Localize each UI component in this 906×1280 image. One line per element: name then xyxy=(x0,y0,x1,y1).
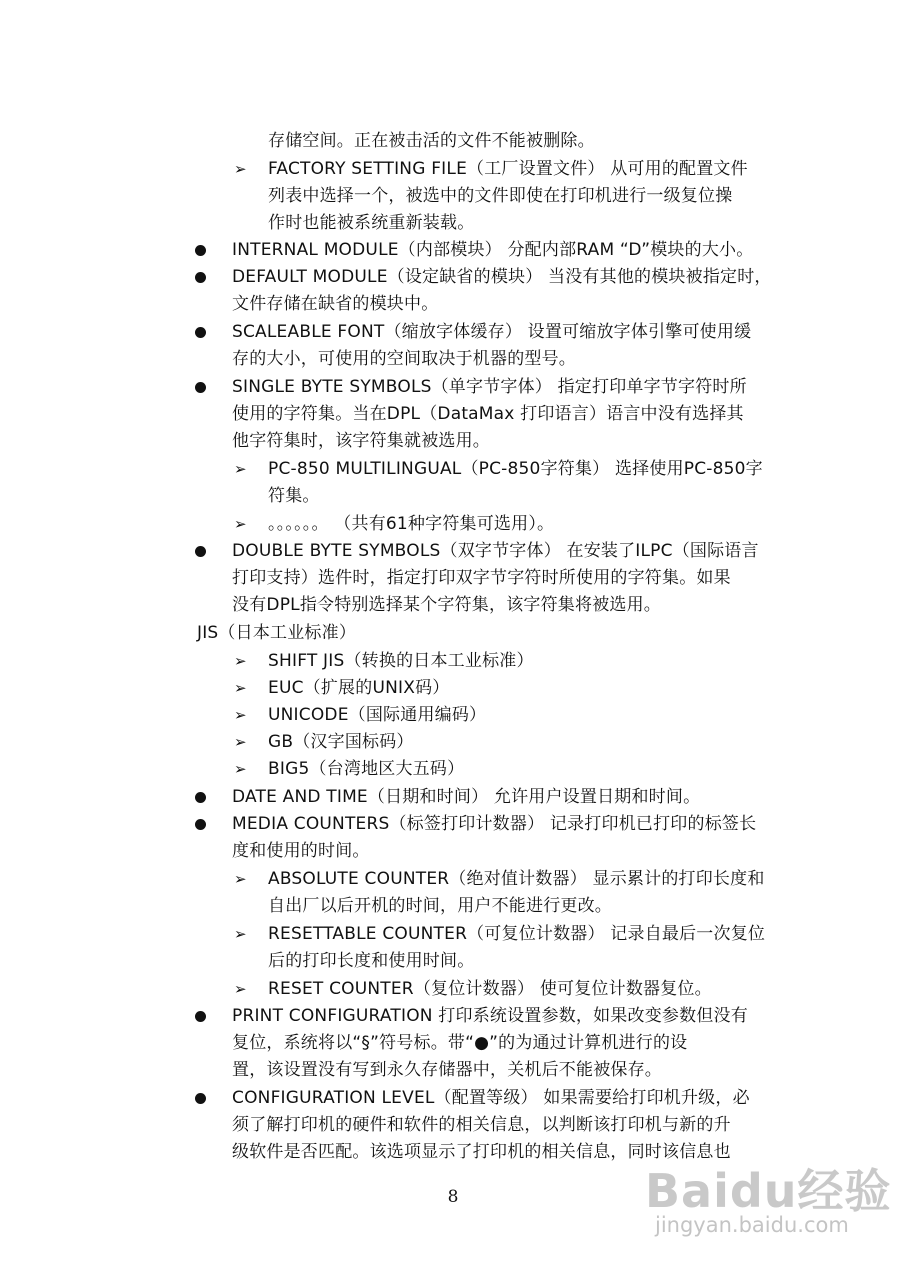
text-line: 他字符集时，该字符集就被选用。 xyxy=(232,431,490,451)
text-line: 复位，系统将以“§”符号标。带“●”的为通过计算机进行的设 xyxy=(232,1033,688,1053)
text-line: SHIFT JIS（转换的日本工业标准） xyxy=(268,651,534,671)
arrow-bullet-icon: ➢ xyxy=(234,460,247,478)
arrow-bullet-icon: ➢ xyxy=(234,760,247,778)
page-number: 8 xyxy=(447,1187,459,1207)
text-line: JIS（日本工业标准） xyxy=(197,623,357,643)
text-line: PC-850 MULTILINGUAL（PC-850字符集） 选择使用PC-850字 xyxy=(268,459,763,479)
text-line: 后的打印长度和使用时间。 xyxy=(268,951,475,971)
text-line: 存储空间。正在被击活的文件不能被删除。 xyxy=(268,131,595,151)
text-line: BIG5（台湾地区大五码） xyxy=(268,759,465,779)
arrow-bullet-icon: ➢ xyxy=(234,160,247,178)
text-line: 级软件是否匹配。该选项显示了打印机的相关信息，同时该信息也 xyxy=(232,1142,731,1162)
text-line: 没有DPL指令特别选择某个字符集，该字符集将被选用。 xyxy=(232,595,662,615)
text-line: PRINT CONFIGURATION 打印系统设置参数，如果改变参数但没有 xyxy=(232,1006,748,1026)
text-line: 打印支持）选件时，指定打印双字节字符时所使用的字符集。如果 xyxy=(232,568,731,588)
arrow-bullet-icon: ➢ xyxy=(234,679,247,697)
text-line: SCALEABLE FONT（缩放字体缓存） 设置可缩放字体引擎可使用缓 xyxy=(232,322,752,342)
text-line: EUC（扩展的UNIX码） xyxy=(268,678,450,698)
text-line: DATE AND TIME（日期和时间） 允许用户设置日期和时间。 xyxy=(232,787,701,807)
round-bullet-icon xyxy=(195,327,206,338)
text-line: 度和使用的时间。 xyxy=(232,841,370,861)
text-line: 符集。 xyxy=(268,486,320,506)
arrow-bullet-icon: ➢ xyxy=(234,925,247,943)
text-line: 作时也能被系统重新装载。 xyxy=(268,213,475,233)
round-bullet-icon xyxy=(195,819,206,830)
arrow-bullet-icon: ➢ xyxy=(234,733,247,751)
arrow-bullet-icon: ➢ xyxy=(234,652,247,670)
text-line: UNICODE（国际通用编码） xyxy=(268,705,487,725)
text-line: RESET COUNTER（复位计数器） 使可复位计数器复位。 xyxy=(268,979,712,999)
text-line: 文件存储在缺省的模块中。 xyxy=(232,294,439,314)
round-bullet-icon xyxy=(195,245,206,256)
text-line: 。。。。。。 （共有61种字符集可选用）。 xyxy=(268,514,555,534)
text-line: FACTORY SETTING FILE（工厂设置文件） 从可用的配置文件 xyxy=(268,159,748,179)
text-line: DOUBLE BYTE SYMBOLS（双字节字体） 在安装了ILPC（国际语言 xyxy=(232,541,759,561)
text-line: 须了解打印机的硬件和软件的相关信息，以判断该打印机与新的升 xyxy=(232,1115,731,1135)
text-line: MEDIA COUNTERS（标签打印计数器） 记录打印机已打印的标签长 xyxy=(232,814,757,834)
text-line: DEFAULT MODULE（设定缺省的模块） 当没有其他的模块被指定时， xyxy=(232,267,772,287)
text-line: CONFIGURATION LEVEL（配置等级） 如果需要给打印机升级，必 xyxy=(232,1088,750,1108)
text-line: INTERNAL MODULE（内部模块） 分配内部RAM “D”模块的大小。 xyxy=(232,240,754,260)
text-line: 自出厂以后开机的时间，用户不能进行更改。 xyxy=(268,896,612,916)
text-line: ABSOLUTE COUNTER（绝对值计数器） 显示累计的打印长度和 xyxy=(268,869,765,889)
round-bullet-icon xyxy=(195,272,206,283)
round-bullet-icon xyxy=(195,546,206,557)
text-line: RESETTABLE COUNTER（可复位计数器） 记录自最后一次复位 xyxy=(268,924,766,944)
baidu-watermark-logo: Baidu经验 xyxy=(645,1164,892,1218)
arrow-bullet-icon: ➢ xyxy=(234,980,247,998)
arrow-bullet-icon: ➢ xyxy=(234,515,247,533)
round-bullet-icon xyxy=(195,792,206,803)
watermark-url: jingyan.baidu.com xyxy=(655,1213,849,1237)
round-bullet-icon xyxy=(195,1011,206,1022)
arrow-bullet-icon: ➢ xyxy=(234,706,247,724)
arrow-bullet-icon: ➢ xyxy=(234,870,247,888)
text-line: SINGLE BYTE SYMBOLS（单字节字体） 指定打印单字节字符时所 xyxy=(232,377,747,397)
round-bullet-icon xyxy=(195,382,206,393)
round-bullet-icon xyxy=(195,1093,206,1104)
text-line: GB（汉字国标码） xyxy=(268,732,414,752)
text-line: 存的大小，可使用的空间取决于机器的型号。 xyxy=(232,349,576,369)
text-line: 列表中选择一个，被选中的文件即使在打印机进行一级复位操 xyxy=(268,186,733,206)
text-line: 使用的字符集。当在DPL（DataMax 打印语言）语言中没有选择其 xyxy=(232,404,744,424)
text-line: 置，该设置没有写到永久存储器中，关机后不能被保存。 xyxy=(232,1060,662,1080)
